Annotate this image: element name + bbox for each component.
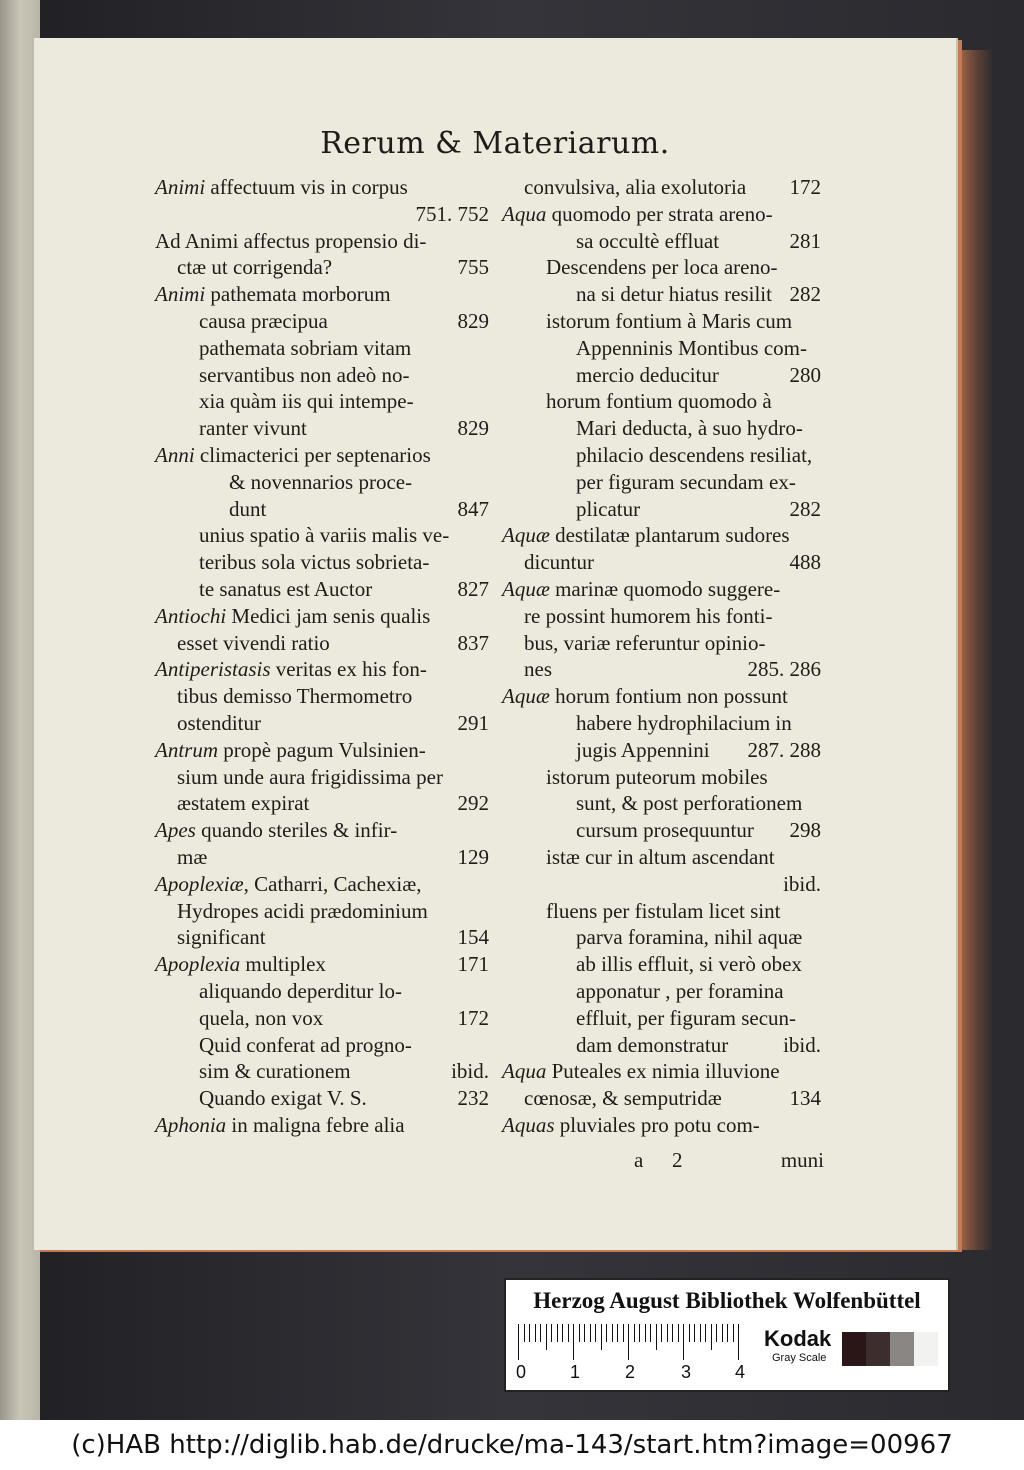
index-entry-line [496, 764, 821, 791]
entry-text: æstatem expirat [177, 791, 310, 816]
entry-text: cœnosæ, & semputridæ [524, 1086, 722, 1111]
entry-keyword: Aquæ [502, 576, 550, 601]
index-entry-line [496, 898, 821, 925]
entry-page-number: 751. 752 [415, 201, 489, 226]
entry-page-number: 847 [457, 496, 489, 521]
entry-keyword: Antiperistasis [155, 657, 271, 682]
entry-text: Mari deducta, à suo hydro- [576, 416, 803, 441]
entry-text: quela, non vox [199, 1005, 324, 1030]
ruler-tick [584, 1324, 585, 1342]
entry-keyword: Aquas [502, 1112, 555, 1137]
entry-page-number: 291 [457, 710, 489, 735]
library-title: Herzog August Bibliothek Wolfenbüttel [533, 1288, 921, 1313]
ruler-tick [722, 1324, 723, 1342]
ruler-tick [601, 1324, 602, 1350]
index-entry-line [496, 683, 821, 710]
entry-keyword: Anni [155, 442, 195, 467]
entry-text: horum fontium quomodo à [546, 389, 772, 414]
index-entry-line [496, 281, 821, 308]
index-entry-line [149, 549, 489, 576]
index-entry-line [149, 254, 489, 281]
gray-scale-label: Gray Scale [772, 1352, 827, 1364]
entry-page-number: 827 [457, 576, 489, 601]
entry-text: sim & curationem [199, 1059, 351, 1084]
index-entry-line [149, 469, 489, 496]
index-entry-line [496, 228, 821, 255]
entry-text: Aquas pluviales pro potu com- [502, 1112, 760, 1137]
ruler-tick [540, 1324, 541, 1342]
entry-page-number: 298 [789, 818, 821, 843]
index-entry-line [496, 924, 821, 951]
entry-text: Aqua Puteales ex nimia illuvione [502, 1059, 780, 1084]
gray-scale-swatches [842, 1332, 938, 1366]
ruler-number: 4 [735, 1362, 746, 1382]
ruler-tick [683, 1324, 684, 1360]
index-entry-line [149, 388, 489, 415]
index-entry-line [149, 790, 489, 817]
index-entry-line [149, 737, 489, 764]
entry-text: & novennarios proce- [229, 469, 413, 494]
ruler-tick [595, 1324, 596, 1342]
entry-keyword: Antrum [155, 737, 218, 762]
ruler-tick [562, 1324, 563, 1342]
entry-text: ctæ ut corrigenda? [177, 255, 333, 280]
entry-text: nes [524, 657, 552, 682]
entry-text: teribus sola victus sobrieta- [199, 550, 430, 575]
index-entry-line [149, 1005, 489, 1032]
entry-page-number: 154 [457, 925, 489, 950]
entry-text: mercio deducitur [576, 362, 719, 387]
gray-swatch [842, 1332, 866, 1366]
entry-text: Animi pathemata morborum [155, 282, 391, 307]
index-entry-line [496, 710, 821, 737]
entry-keyword: Aqua [502, 201, 547, 226]
entry-keyword: Aphonia [155, 1112, 227, 1137]
entry-text: ranter vivunt [199, 416, 307, 441]
ruler-tick [579, 1324, 580, 1342]
index-entry-line [496, 362, 821, 389]
index-entry-line [149, 978, 489, 1005]
ruler-number: 2 [625, 1362, 636, 1382]
entry-text: istæ cur in altum ascendant [546, 844, 775, 869]
ruler-tick [557, 1324, 558, 1342]
entry-page-number: 755 [457, 255, 489, 280]
entry-page-number: 280 [789, 362, 821, 387]
index-entry-line [496, 415, 821, 442]
index-entry-line [496, 817, 821, 844]
index-entry-line [496, 1085, 821, 1112]
index-entry-line [496, 388, 821, 415]
copyright-footer: (c)HAB http://diglib.hab.de/drucke/ma-143/start.htm?image=00967 [0, 1420, 1024, 1470]
signature-mark: a [634, 1148, 644, 1172]
entry-page-number: 285. 286 [747, 657, 821, 682]
entry-text: parva foramina, nihil aquæ [576, 925, 803, 950]
entry-text: ab illis effluit, si verò obex [576, 952, 802, 977]
entry-text: te sanatus est Auctor [199, 576, 373, 601]
entry-text: significant [177, 925, 266, 950]
index-entry-line [149, 228, 489, 255]
entry-text: pathemata sobriam vitam [199, 335, 412, 360]
entry-text: effluit, per figuram secun- [576, 1005, 797, 1030]
entry-text: plicatur [576, 496, 641, 521]
page-header: Rerum & Materiarum. [320, 126, 670, 161]
entry-text: Anni climacterici per septenarios [155, 442, 431, 467]
index-entry-line [149, 603, 489, 630]
index-entry-line [149, 496, 489, 523]
index-column-right [496, 174, 821, 1139]
ruler-tick [738, 1324, 739, 1360]
entry-page-number: 837 [457, 630, 489, 655]
entry-text: apponatur , per foramina [576, 978, 784, 1003]
entry-text: Antiperistasis veritas ex his fon- [155, 657, 427, 682]
index-entry-line [149, 1058, 489, 1085]
index-entry-line [149, 442, 489, 469]
index-entry-line [149, 174, 489, 201]
entry-keyword: Aqua [502, 1059, 547, 1084]
book-page [34, 38, 956, 1250]
index-entry-line [496, 603, 821, 630]
entry-keyword: Aquæ [502, 523, 550, 548]
entry-text: na si detur hiatus resilit [576, 282, 772, 307]
entry-text: Apoplexia multiplex [155, 952, 326, 977]
index-entry-line [149, 576, 489, 603]
entry-keyword: Animi [155, 175, 206, 199]
entry-text: convulsiva, alia exolutoria [524, 175, 747, 199]
ruler-tick [617, 1324, 618, 1342]
index-entry-line [149, 710, 489, 737]
ruler-tick [551, 1324, 552, 1342]
entry-text: aliquando deperditur lo- [199, 978, 402, 1003]
entry-page-number: 171 [457, 952, 489, 977]
ruler-tick [650, 1324, 651, 1342]
ruler-tick [546, 1324, 547, 1350]
index-entry-line [149, 764, 489, 791]
index-column-left [149, 174, 489, 1139]
entry-keyword: Apoplexiæ [155, 871, 244, 896]
gray-swatch [914, 1332, 938, 1366]
entry-page-number: 829 [457, 308, 489, 333]
index-entry-line [149, 522, 489, 549]
ruler-tick [672, 1324, 673, 1342]
index-entry-line [149, 683, 489, 710]
index-entry-line [496, 496, 821, 523]
index-entry-line [149, 844, 489, 871]
entry-keyword: Antiochi [155, 603, 227, 628]
entry-keyword: Apoplexia [155, 952, 241, 977]
index-entry-line [496, 576, 821, 603]
ruler-tick [529, 1324, 530, 1342]
index-entry-line [149, 335, 489, 362]
ruler-tick [711, 1324, 712, 1350]
ruler-tick [645, 1324, 646, 1342]
ruler-tick [623, 1324, 624, 1342]
index-entry-line [496, 442, 821, 469]
ruler-number: 3 [681, 1362, 692, 1382]
index-entry-line [496, 469, 821, 496]
entry-page-number: 129 [457, 844, 489, 869]
entry-text: habere hydrophilacium in [576, 710, 792, 735]
index-entry-line [149, 1112, 489, 1139]
entry-page-number: 232 [457, 1086, 489, 1111]
entry-text: sa occultè effluat [576, 228, 720, 253]
catchword: muni [780, 1148, 824, 1172]
entry-text: Apoplexiæ, Catharri, Cachexiæ, [155, 871, 422, 896]
entry-text: unius spatio à variis malis ve- [199, 523, 450, 548]
library-label [504, 1278, 950, 1392]
entry-page-number: ibid. [783, 871, 821, 896]
index-entry-line [149, 951, 489, 978]
entry-page-number: 172 [457, 1005, 489, 1030]
gray-swatch [890, 1332, 914, 1366]
entry-text: cursum prosequuntur [576, 818, 754, 843]
index-entry-line [149, 817, 489, 844]
entry-page-number: ibid. [783, 1032, 821, 1057]
entry-text: istorum puteorum mobiles [546, 764, 768, 789]
entry-text: Aquæ destilatæ plantarum sudores [502, 523, 790, 548]
entry-text: causa præcipua [199, 308, 328, 333]
ruler-number: 1 [570, 1362, 581, 1382]
ruler-tick [573, 1324, 574, 1360]
ruler-tick [727, 1324, 728, 1342]
entry-text: Animi affectuum vis in corpus [155, 175, 408, 199]
index-entry-line [149, 415, 489, 442]
entry-text: dicuntur [524, 550, 594, 575]
index-entry-line [149, 281, 489, 308]
entry-text: re possint humorem his fonti- [524, 603, 773, 628]
index-entry-line [149, 1032, 489, 1059]
index-entry-line [496, 174, 821, 201]
entry-text: sium unde aura frigidissima per [177, 764, 443, 789]
gray-swatch [866, 1332, 890, 1366]
entry-page-number: ibid. [451, 1059, 489, 1084]
index-entry-line [149, 898, 489, 925]
index-entry-line [149, 871, 489, 898]
index-entry-line [149, 362, 489, 389]
ruler-tick [568, 1324, 569, 1342]
index-entry-line [496, 1032, 821, 1059]
entry-text: Aquæ marinæ quomodo suggere- [502, 576, 781, 601]
index-entry-line [149, 630, 489, 657]
index-entry-line [496, 871, 821, 898]
ruler-tick [628, 1324, 629, 1360]
entry-text: xia quàm iis qui intempe- [199, 389, 414, 414]
ruler-tick [678, 1324, 679, 1342]
index-entry-line [496, 844, 821, 871]
entry-text: per figuram secundam ex- [576, 469, 796, 494]
index-entry-line [496, 978, 821, 1005]
entry-text: esset vivendi ratio [177, 630, 330, 655]
ruler-tick [535, 1324, 536, 1342]
index-entry-line [496, 790, 821, 817]
index-entry-line [496, 308, 821, 335]
index-entry-line [149, 1085, 489, 1112]
entry-text: Quid conferat ad progno- [199, 1032, 412, 1057]
kodak-brand: Kodak [764, 1326, 832, 1351]
ruler-tick [733, 1324, 734, 1342]
ruler-tick [639, 1324, 640, 1342]
index-entry-line [149, 656, 489, 683]
index-entry-line [496, 630, 821, 657]
entry-page-number: 172 [789, 175, 821, 199]
entry-text: Descendens per loca areno- [546, 255, 778, 280]
entry-keyword: Aquæ [502, 684, 550, 709]
entry-text: fluens per fistulam licet sint [546, 898, 781, 923]
index-entry-line [496, 656, 821, 683]
entry-text: Aqua quomodo per strata areno- [502, 201, 773, 226]
entry-text: Aphonia in maligna febre alia [155, 1112, 405, 1137]
index-entry-line [149, 924, 489, 951]
entry-text: jugis Appennini [576, 737, 710, 762]
entry-keyword: Apes [155, 818, 196, 843]
ruler-tick [705, 1324, 706, 1342]
entry-text: Appenninis Montibus com- [576, 335, 807, 360]
entry-text: bus, variæ referuntur opinio- [524, 630, 766, 655]
entry-page-number: 282 [789, 496, 821, 521]
index-entry-line [496, 522, 821, 549]
page-right-edge [956, 50, 992, 1250]
entry-text: Aquæ horum fontium non possunt [502, 684, 788, 709]
index-entry-line [149, 308, 489, 335]
index-entry-line [496, 951, 821, 978]
entry-keyword: Animi [155, 282, 206, 307]
entry-text: Ad Animi affectus propensio di- [155, 228, 427, 253]
entry-text: Quando exigat V. S. [199, 1086, 367, 1111]
entry-text: servantibus non adeò no- [199, 362, 410, 387]
entry-page-number: 292 [457, 791, 489, 816]
entry-text: mæ [177, 844, 208, 869]
entry-page-number: 282 [789, 282, 821, 307]
ruler-number: 0 [516, 1362, 527, 1382]
ruler-tick [661, 1324, 662, 1342]
entry-text: tibus demisso Thermometro [177, 684, 413, 709]
entry-text: istorum fontium à Maris cum [546, 308, 793, 333]
index-entry-line [496, 1058, 821, 1085]
ruler-tick [716, 1324, 717, 1342]
ruler-tick [689, 1324, 690, 1342]
index-entry-line [496, 335, 821, 362]
index-entry-line [496, 549, 821, 576]
entry-text: Hydropes acidi prædominium [177, 898, 428, 923]
entry-text: ostenditur [177, 710, 261, 735]
ruler-tick [634, 1324, 635, 1342]
ruler-tick [694, 1324, 695, 1342]
signature-number: 2 [672, 1148, 683, 1172]
entry-text: dam demonstratur [576, 1032, 729, 1057]
index-entry-line [149, 201, 489, 228]
index-entry-line [496, 737, 821, 764]
entry-page-number: 829 [457, 416, 489, 441]
ruler-tick [518, 1324, 519, 1360]
ruler-tick [606, 1324, 607, 1342]
ruler-tick [656, 1324, 657, 1350]
entry-text: Antiochi Medici jam senis qualis [155, 603, 431, 628]
ruler-tick [612, 1324, 613, 1342]
ruler-tick [590, 1324, 591, 1342]
scale-ruler [518, 1324, 746, 1360]
ruler-tick [700, 1324, 701, 1342]
entry-page-number: 488 [789, 550, 821, 575]
index-entry-line [496, 201, 821, 228]
index-entry-line [496, 1112, 821, 1139]
entry-text: Apes quando steriles & infir- [155, 818, 398, 843]
index-entry-line [496, 254, 821, 281]
index-entry-line [496, 1005, 821, 1032]
ruler-tick [524, 1324, 525, 1342]
entry-text: dunt [229, 496, 267, 521]
entry-page-number: 134 [789, 1086, 821, 1111]
entry-page-number: 287. 288 [747, 737, 821, 762]
entry-text: Antrum propè pagum Vulsinien- [155, 737, 426, 762]
entry-text: sunt, & post perforationem [576, 791, 803, 816]
ruler-tick [667, 1324, 668, 1342]
entry-text: philacio descendens resiliat, [576, 442, 813, 467]
entry-page-number: 281 [789, 228, 821, 253]
